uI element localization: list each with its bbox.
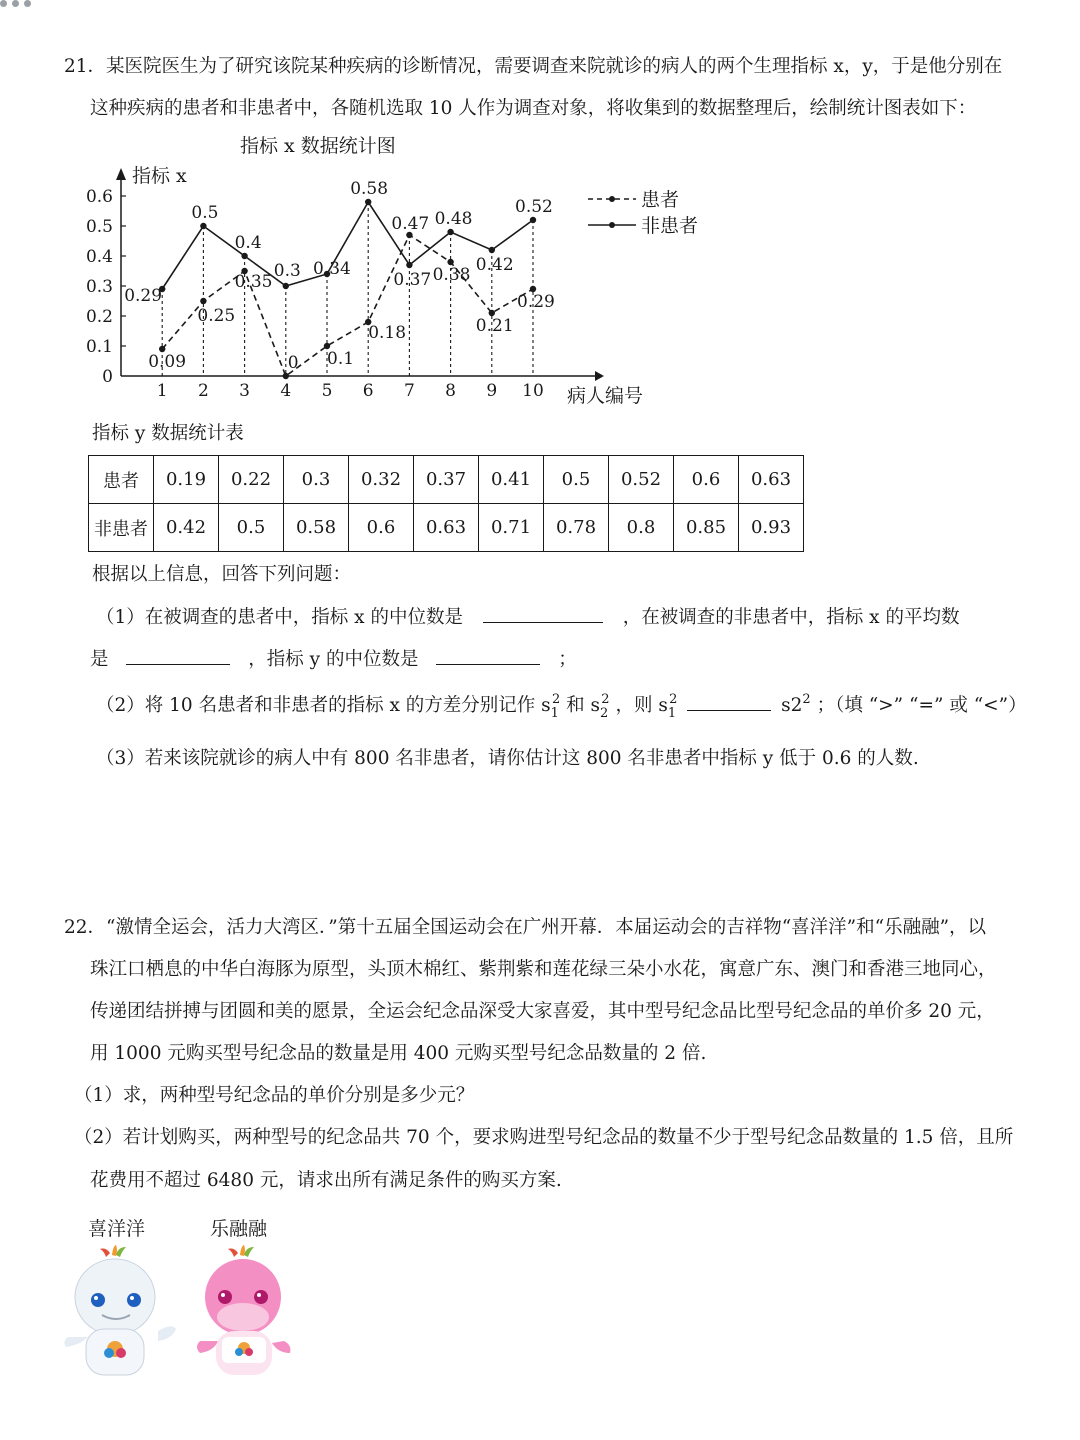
q22-line-4: 用 1000 元购买型号纪念品的数量是用 400 元购买型号纪念品数量的 2 倍. (90, 1043, 707, 1064)
table-cell: 0.37 (414, 456, 479, 504)
table-cell: 0.41 (479, 456, 544, 504)
patient-point (200, 298, 206, 304)
patient-data-label: 0 (287, 353, 299, 373)
q21-part1-text-e: ； (558, 649, 577, 670)
q21-part2-text-d: s2 (781, 695, 803, 716)
y-table-title: 指标 y 数据统计表 (92, 423, 244, 444)
table-cell: 0.42 (154, 504, 219, 552)
more-options-icon[interactable] (0, 0, 1080, 7)
q21-part2-text-c: ，则 s (615, 695, 668, 716)
legend-patient-label: 患者 (641, 189, 680, 211)
non-patient-point (283, 283, 289, 289)
patient-data-label: 0.35 (234, 272, 273, 292)
y-axis-label: 指标 x (132, 165, 187, 187)
x-axis-label: 病人编号 (567, 385, 644, 407)
mascot-xiyangyang-image (64, 1245, 176, 1375)
table-cell: 0.63 (414, 504, 479, 552)
q21-part1-text-d: ，指标 y 的中位数是 (248, 649, 419, 670)
table-cell: 0.32 (349, 456, 414, 504)
x-tick-label: 7 (403, 381, 415, 401)
table-cell: 0.19 (154, 456, 219, 504)
x-tick-label: 8 (445, 381, 457, 401)
row-label-patient: 患者 (89, 456, 154, 504)
y-axis-arrow (116, 168, 126, 180)
y-tick-label: 0.5 (85, 217, 113, 237)
x-tick-label: 4 (280, 381, 292, 401)
non-patient-data-label: 0.37 (393, 270, 432, 290)
mascot-label-1: 喜洋洋 (88, 1218, 146, 1240)
non-patient-data-label: 0.3 (273, 261, 301, 281)
x-axis-arrow (595, 371, 604, 381)
x-tick-label: 5 (321, 381, 333, 401)
y-tick-label: 0 (102, 367, 113, 387)
answer-blank-1[interactable] (483, 608, 603, 623)
x-tick-label: 6 (362, 381, 374, 401)
table-cell: 0.71 (479, 504, 544, 552)
table-cell: 0.85 (674, 504, 739, 552)
q21-part1-text-b: ，在被调查的非患者中，指标 x 的平均数 (622, 607, 960, 628)
x-tick-label: 10 (522, 381, 544, 401)
table-cell: 0.6 (349, 504, 414, 552)
patient-data-label: 0.38 (432, 265, 471, 285)
non-patient-point (365, 199, 371, 205)
legend-non-patient-label: 非患者 (641, 215, 699, 237)
non-patient-data-label: 0.5 (191, 203, 219, 223)
patient-data-label: 0.1 (327, 349, 355, 369)
table-cell: 0.8 (609, 504, 674, 552)
q21-line-2: 这种疾病的患者和非患者中，各随机选取 10 人作为调查对象，将收集到的数据整理后，绘制统计图表如下： (90, 98, 977, 119)
q22-line-2: 珠江口栖息的中华白海豚为原型，头顶木棉红、紫荆紫和莲花绿三朵小水花，寓意广东、澳门和香港三地同心， (90, 959, 997, 980)
y-data-table (88, 455, 804, 552)
table-cell: 0.52 (609, 456, 674, 504)
q21-part2: （2）将 10 名患者和非患者的指标 x 的方差分别记作 $s_1^2$ 和 $s_2^2$ ，则 $s_1^2$ $s2^2$ ；（填 “>” “=” 或 “<”） (96, 692, 1027, 721)
legend-patient-marker (609, 196, 615, 202)
table-cell: 0.6 (674, 456, 739, 504)
row-label-non-patient: 非患者 (89, 504, 154, 552)
y-tick-label: 0.6 (85, 187, 113, 207)
y-tick-label: 0.4 (85, 247, 113, 267)
non-patient-point (530, 217, 536, 223)
patient-data-label: 0.25 (197, 306, 236, 326)
table-cell: 0.3 (284, 456, 349, 504)
x-tick-label: 9 (486, 381, 498, 401)
patient-data-label: 0.18 (368, 323, 407, 343)
q21-part2-text-a: （2）将 10 名患者和非患者的指标 x 的方差分别记作 s (96, 695, 551, 716)
non-patient-data-label: 0.58 (350, 179, 389, 199)
q21-part1-text-a: （1）在被调查的患者中，指标 x 的中位数是 (96, 607, 463, 628)
patient-data-label: 0.47 (391, 214, 430, 234)
y-tick-label: 0.3 (85, 277, 113, 297)
q21-part3: （3）若来该院就诊的病人中有 800 名非患者，请你估计这 800 名非患者中指标 y 低于 0.6 的人数. (96, 748, 919, 769)
y-tick-label: 0.2 (85, 307, 113, 327)
mascot-label-2: 乐融融 (210, 1218, 268, 1240)
answer-blank-2[interactable] (126, 650, 230, 665)
q21-part1-line1 (96, 608, 959, 628)
q22-part2-line2: 花费用不超过 6480 元，请求出所有满足条件的购买方案. (90, 1170, 562, 1191)
non-patient-data-label: 0.29 (124, 286, 163, 306)
patient-data-label: 0.29 (517, 292, 555, 312)
legend-non-patient-marker (609, 222, 615, 228)
x-tick-label: 2 (197, 381, 209, 401)
table-cell: 0.22 (219, 456, 284, 504)
non-patient-point (447, 229, 453, 235)
non-patient-point (489, 247, 495, 253)
q21-part2-text-e: ；（填 “>” “=” 或 “<”） (816, 695, 1027, 716)
q21-part1-line2 (90, 650, 577, 670)
q21-line-1: 21．某医院医生为了研究该院某种疾病的诊断情况，需要调查来院就诊的病人的两个生理指标 x，y，于是他分别在 (64, 56, 1003, 77)
table-cell: 0.78 (544, 504, 609, 552)
table-cell: 0.5 (219, 504, 284, 552)
mascot-illustrations (60, 1245, 310, 1385)
non-patient-data-label: 0.48 (434, 209, 473, 229)
table-cell: 0.63 (739, 456, 804, 504)
q22-line-3: 传递团结拼搏与团圆和美的愿景，全运会纪念品深受大家喜爱，其中型号纪念品比型号纪念品的单价多 20 元， (90, 1001, 995, 1022)
non-patient-point (200, 223, 206, 229)
chart-title: 指标 x 数据统计图 (240, 135, 396, 157)
y-tick-label: 0.1 (85, 337, 113, 357)
non-patient-data-label: 0.34 (313, 259, 351, 279)
x-tick-label: 1 (156, 381, 168, 401)
answer-blank-3[interactable] (436, 650, 540, 665)
table-row (89, 504, 804, 552)
q21-prompt: 根据以上信息，回答下列问题： (92, 564, 352, 585)
q22-part2-line1: （2）若计划购买，两种型号的纪念品共 70 个，要求购进型号纪念品的数量不少于型号纪念品数量的 1.5 倍，且所 (74, 1127, 1014, 1148)
table-row (89, 456, 804, 504)
table-cell: 0.5 (544, 456, 609, 504)
patient-data-label: 0.09 (148, 352, 187, 372)
q22-part1: （1）求，两种型号纪念品的单价分别是多少元？ (74, 1085, 475, 1106)
q21-part1-text-c: 是 (90, 649, 109, 670)
answer-blank-4[interactable] (687, 696, 771, 711)
patient-point (283, 373, 289, 379)
table-cell: 0.58 (284, 504, 349, 552)
index-x-chart (80, 128, 720, 418)
non-patient-point (406, 262, 412, 268)
mascot-lerongrong-image (197, 1245, 290, 1375)
x-tick-label: 3 (239, 381, 251, 401)
patient-data-label: 0.21 (475, 316, 514, 336)
non-patient-data-label: 0.52 (515, 197, 553, 217)
non-patient-data-label: 0.42 (475, 255, 514, 275)
q21-part2-text-b: 和 s (566, 695, 600, 716)
q22-line-1: 22．“激情全运会，活力大湾区．”第十五届全国运动会在广州开幕．本届运动会的吉祥物“喜洋洋”和“乐融融”，以 (64, 917, 987, 938)
non-patient-point (241, 253, 247, 259)
table-cell: 0.93 (739, 504, 804, 552)
non-patient-data-label: 0.4 (234, 233, 262, 253)
